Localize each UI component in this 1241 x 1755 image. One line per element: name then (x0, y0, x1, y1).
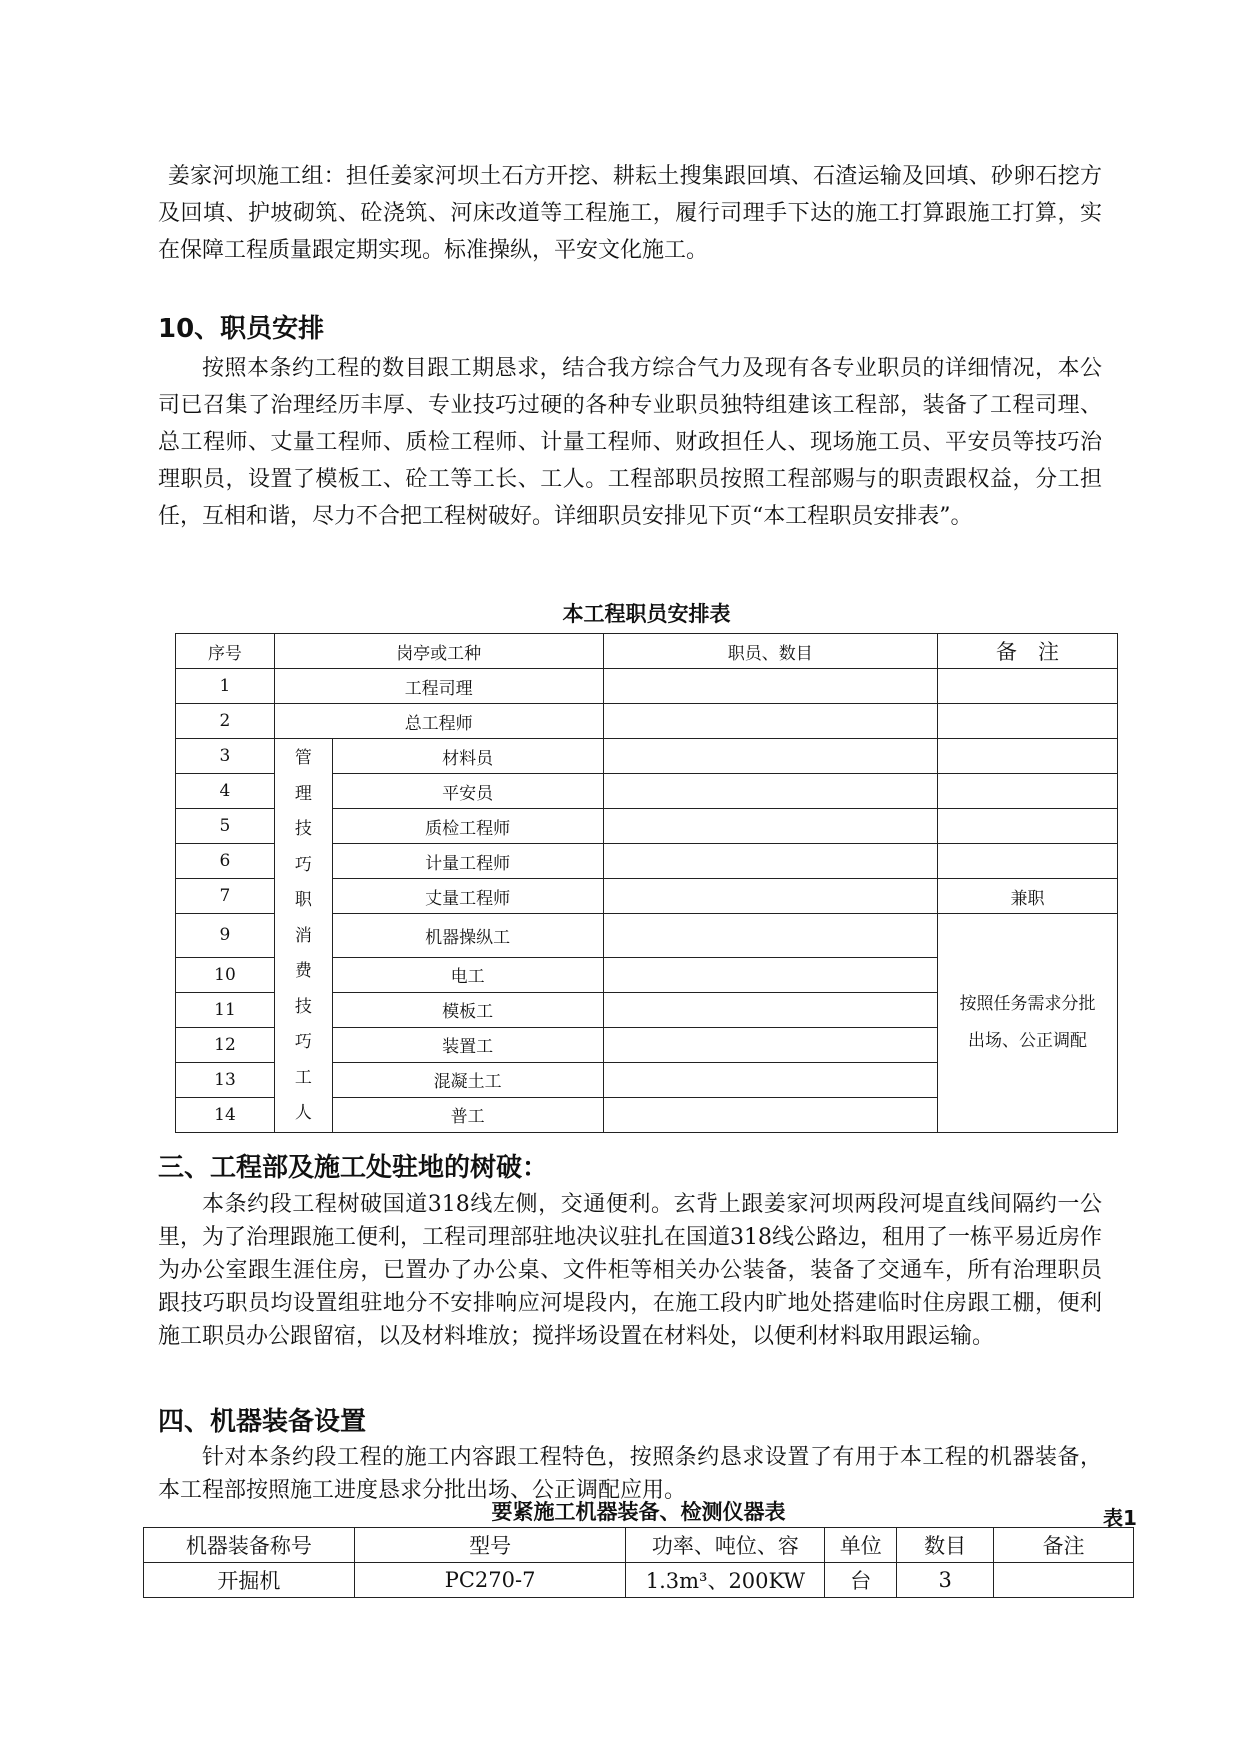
row-post: 总工程师 (274, 704, 603, 739)
equipment-header-model: 型号 (354, 1528, 626, 1563)
row-post: 质检工程师 (332, 809, 603, 844)
row-remark (938, 704, 1118, 739)
row-post: 混凝土工 (332, 1062, 603, 1097)
row-post: 普工 (332, 1097, 603, 1132)
row-no: 2 (176, 704, 275, 739)
row-post: 电工 (332, 957, 603, 992)
equipment-table-number: 表1 (1103, 1506, 1137, 1530)
intro-paragraph (158, 158, 1102, 269)
group-label-char: 工 (294, 1067, 312, 1088)
row-count (603, 704, 938, 739)
row-count (603, 774, 938, 809)
row-no: 3 (176, 739, 275, 774)
equipment-header-unit: 单位 (825, 1528, 897, 1563)
row-no: 7 (176, 879, 275, 914)
row-post: 平安员 (332, 774, 603, 809)
row-remark (938, 669, 1118, 704)
row-no: 13 (176, 1062, 275, 1097)
header-count: 职员、数目 (603, 634, 938, 669)
group-label-char: 技 (294, 819, 312, 839)
row-no: 9 (176, 914, 275, 958)
section-10-paragraph (158, 350, 1102, 535)
section-4-text: 针对本条约段工程的施工内容跟工程特色，按照条约恳求设置了有用于本工程的机器装备，本工程部按照施工进度恳求分批出场、公正调配应用。 (158, 1445, 1102, 1503)
equipment-power: 1.3m³、200KW (626, 1563, 825, 1598)
group-label-char: 理 (294, 783, 312, 804)
equipment-model: PC270-7 (354, 1563, 626, 1598)
row-remark (938, 739, 1118, 774)
row-no: 5 (176, 809, 275, 844)
row-count (603, 992, 938, 1027)
equipment-header-power: 功率、吨位、容 (626, 1528, 825, 1563)
group-label-char: 巧 (294, 854, 312, 875)
table-row (144, 1563, 1134, 1598)
row-post: 材料员 (332, 739, 603, 774)
group-label-char: 巧 (294, 1032, 312, 1052)
section-3-paragraph (158, 1188, 1102, 1353)
row-count (603, 809, 938, 844)
group-label-char: 费 (294, 961, 312, 981)
table-row (176, 704, 1118, 739)
section-3-text: 本条约段工程树破国道318线左侧，交通便利。玄背上跟姜家河坝两段河堤直线间隔约一公里，为了治理跟施工便利，工程司理部驻地决议驻扎在国道318线公路边，租用了一栋平易近房作为办公室跟生涯住房，已置办了办公桌、文件柜等相关办公装备，装备了交通车，所有治理职员跟技巧职员均设置组驻地分不安排响应河堤段内，在施工段内旷地处搭建临时住房跟工棚，便利施工职员办公跟留宿，以及材料堆放；搅拌场设置在材料处，以便利材料取用跟运输。 (158, 1192, 1102, 1349)
header-no: 序号 (176, 634, 275, 669)
header-post: 岗亭或工种 (274, 634, 603, 669)
staff-table-caption: 本工程职员安排表 (562, 602, 731, 626)
row-remark (938, 774, 1118, 809)
row-no: 6 (176, 844, 275, 879)
staff-table (175, 633, 1118, 1133)
row-remark: 兼职 (938, 879, 1118, 914)
row-remark (938, 809, 1118, 844)
equipment-header-name: 机器装备称号 (144, 1528, 355, 1563)
equipment-unit: 台 (825, 1563, 897, 1598)
row-post: 装置工 (332, 1027, 603, 1062)
equipment-table (143, 1527, 1134, 1598)
group-label-char: 技 (294, 996, 312, 1017)
section-3-heading: 三、工程部及施工处驻地的树破： (158, 1153, 549, 1183)
row-no: 14 (176, 1097, 275, 1132)
row-no: 10 (176, 957, 275, 992)
equipment-header-qty: 数目 (897, 1528, 994, 1563)
group-label-char: 职 (294, 890, 312, 910)
group-label (274, 739, 332, 1133)
row-count (603, 1027, 938, 1062)
equipment-header-row (144, 1528, 1134, 1563)
row-remark (938, 844, 1118, 879)
merged-remark-text: 按照任务需求分批出场、公正调配 (959, 993, 1096, 1051)
row-count (603, 1062, 938, 1097)
row-post: 丈量工程师 (332, 879, 603, 914)
table-row (176, 669, 1118, 704)
row-count (603, 879, 938, 914)
table-row (176, 739, 1118, 774)
row-count (603, 669, 938, 704)
group-label-char: 消 (294, 925, 312, 946)
table-header-row (176, 634, 1118, 669)
merged-remark (938, 914, 1118, 1133)
equipment-name: 开掘机 (144, 1563, 355, 1598)
row-count (603, 914, 938, 958)
row-post: 计量工程师 (332, 844, 603, 879)
row-no: 12 (176, 1027, 275, 1062)
row-count (603, 844, 938, 879)
intro-text: 姜家河坝施工组：担任姜家河坝土石方开挖、耕耘土搜集跟回填、石渣运输及回填、砂卵石挖方及回填、护坡砌筑、砼浇筑、河床改道等工程施工，履行司理手下达的施工打算跟施工打算，实在保障工程质量跟定期实现。标准操纵，平安文化施工。 (158, 164, 1102, 263)
row-post: 工程司理 (274, 669, 603, 704)
row-count (603, 957, 938, 992)
row-post: 模板工 (332, 992, 603, 1027)
group-label-char: 人 (294, 1103, 312, 1123)
group-label-char: 管 (294, 748, 312, 768)
row-count (603, 1097, 938, 1132)
equipment-qty: 3 (897, 1563, 994, 1598)
row-count (603, 739, 938, 774)
equipment-remark (994, 1563, 1134, 1598)
row-no: 11 (176, 992, 275, 1027)
section-4-heading: 四、机器装备设置 (158, 1407, 367, 1437)
header-remark: 备 注 (938, 634, 1118, 669)
equipment-header-remark: 备注 (994, 1528, 1134, 1563)
section-10-text: 按照本条约工程的数目跟工期恳求，结合我方综合气力及现有各专业职员的详细情况，本公司已召集了治理经历丰厚、专业技巧过硬的各种专业职员独特组建该工程部，装备了工程司理、总工程师、丈量工程师、质检工程师、计量工程师、财政担任人、现场施工员、平安员等技巧治理职员，设置了模板工、砼工等工长、工人。工程部职员按照工程部赐与的职责跟权益，分工担任，互相和谐，尽力不合把工程树破好。详细职员安排见下页“本工程职员安排表”。 (158, 356, 1102, 529)
row-no: 1 (176, 669, 275, 704)
section-10-heading: 10、职员安排 (158, 314, 325, 344)
row-post: 机器操纵工 (332, 914, 603, 958)
row-no: 4 (176, 774, 275, 809)
equipment-table-caption: 要紧施工机器装备、检测仪器表 (491, 1500, 786, 1524)
